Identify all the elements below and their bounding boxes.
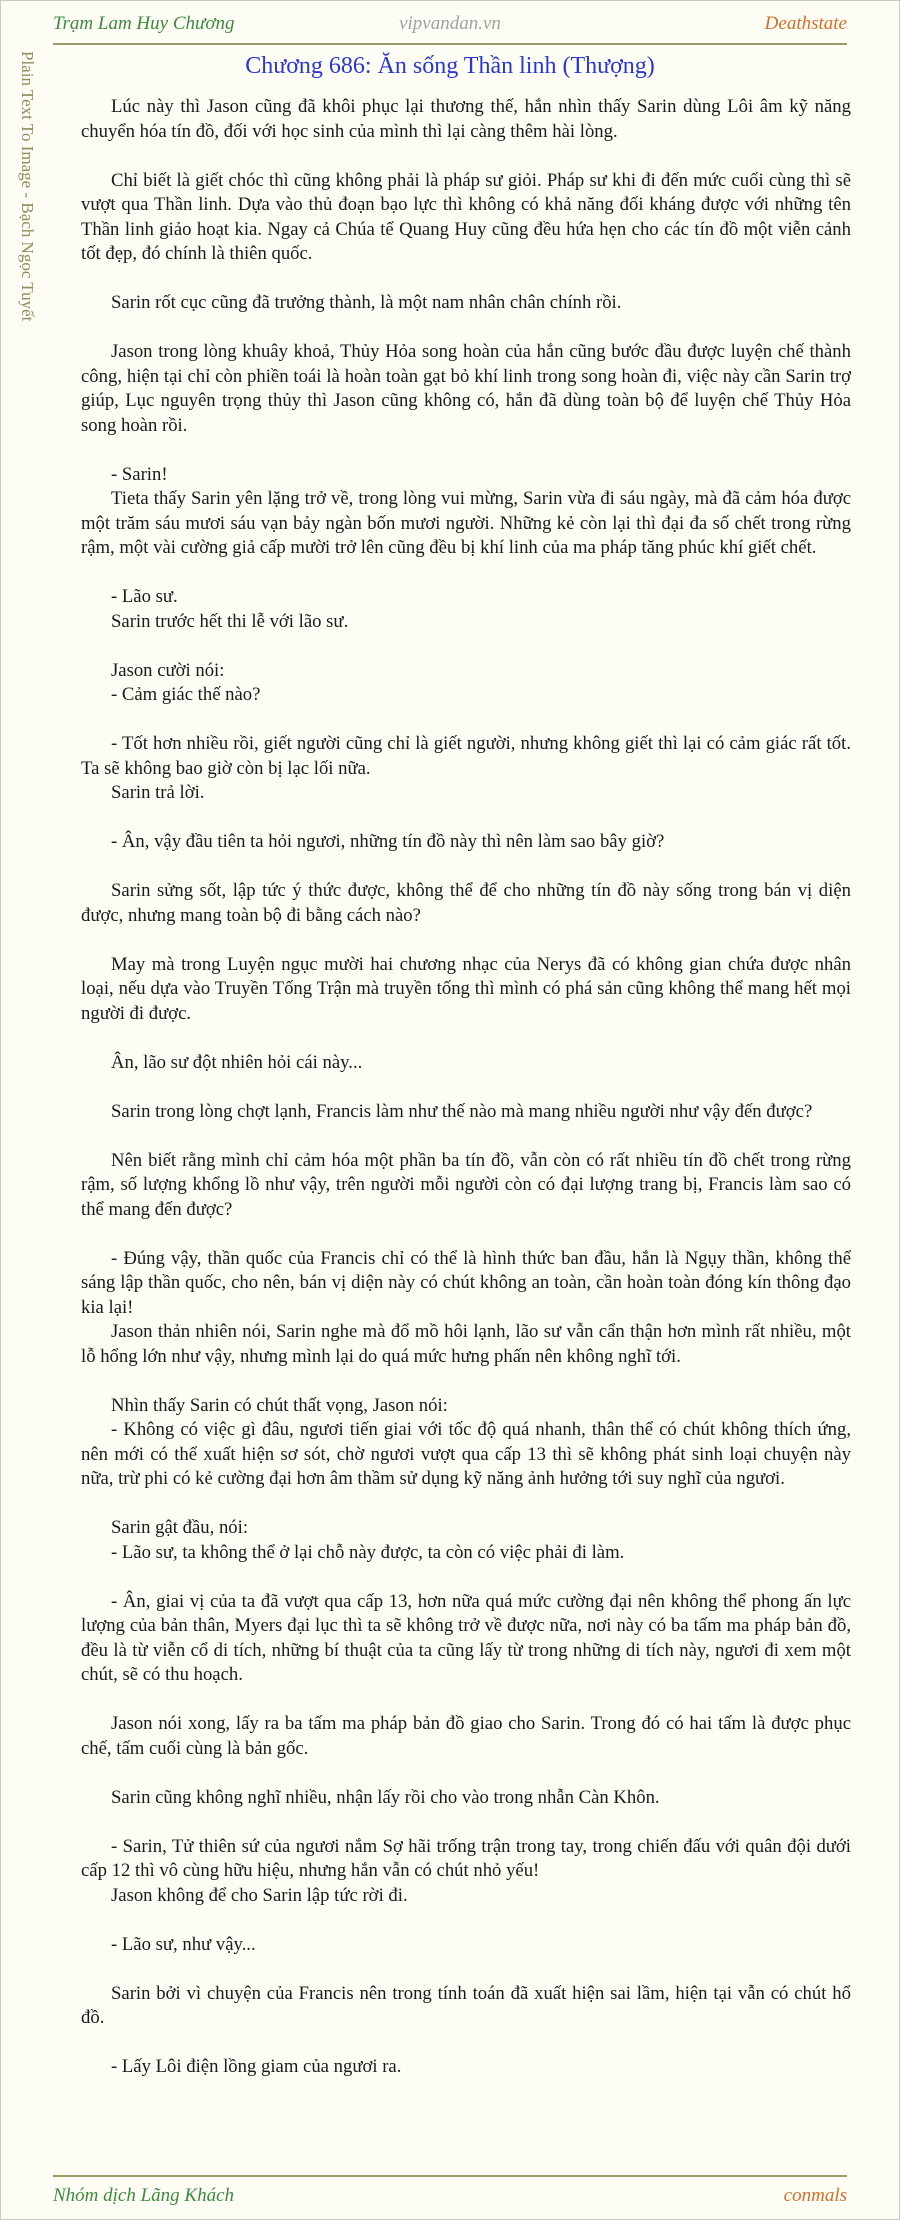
paragraph: Jason cười nói: bbox=[111, 659, 225, 681]
paragraph: Sarin gật đầu, nói: bbox=[111, 1517, 249, 1538]
paragraph: - Đúng vậy, thần quốc của Francis chỉ có thể là hình thức ban đầu, hắn là Ngụy thần, không thể sáng lập thần quốc, cho nên, bán vị diện này có chút không an toàn, cần hoàn toàn đóng kín thông đạo kia lại! bbox=[81, 1247, 851, 1318]
paragraph: - Sarin! bbox=[111, 463, 168, 485]
paragraph: - Sarin, Tử thiên sứ của ngươi nắm Sợ hãi trống trận trong tay, trong chiến đấu với quân đội dưới cấp 12 thì vô cùng hữu hiệu, nhưng hắn vẫn có chút nhỏ yếu! bbox=[81, 1835, 851, 1881]
chapter-body bbox=[81, 95, 851, 2080]
paragraph: - Tốt hơn nhiều rồi, giết người cũng chỉ là giết người, nhưng không giết thì lại có cảm giác rất tốt. Ta sẽ không bao giờ còn bị lạc lối nữa. bbox=[81, 733, 851, 779]
header-domain: vipvandan.vn bbox=[399, 13, 501, 34]
footer-editor: conmals bbox=[783, 2185, 847, 2206]
paragraph: Lúc này thì Jason cũng đã khôi phục lại thương thế, hắn nhìn thấy Sarin dùng Lôi âm kỹ năng chuyển hóa tín đồ, đối với học sinh của mình thì lại càng thêm hài lòng. bbox=[81, 96, 851, 142]
paragraph: Sarin bởi vì chuyện của Francis nên trong tính toán đã xuất hiện sai lầm, hiện tại vẫn có chút hổ đồ. bbox=[81, 1982, 851, 2028]
header-author: Deathstate bbox=[764, 13, 847, 34]
paragraph: Sarin trước hết thi lễ với lão sư. bbox=[111, 610, 349, 632]
chapter-title: Chương 686: Ăn sống Thần linh (Thượng) bbox=[245, 53, 655, 79]
side-watermark: Plain Text To Image - Bạch Ngọc Tuyết bbox=[18, 51, 37, 322]
page-header bbox=[53, 7, 847, 45]
paragraph: Tieta thấy Sarin yên lặng trở về, trong lòng vui mừng, Sarin vừa đi sáu ngày, mà đã cảm hóa được một trăm sáu mươi sáu vạn bảy ngàn bốn mươi người. Những kẻ còn lại thì đại đa số chết trong rừng rậm, một vài cường giả cấp mười trở lên cũng đều bị khí linh của ma pháp tăng phúc khí giết chết. bbox=[81, 488, 851, 558]
paragraph: - Lấy Lôi điện lồng giam của ngươi ra. bbox=[111, 2056, 402, 2077]
paragraph: Ân, lão sư đột nhiên hỏi cái này... bbox=[111, 1051, 363, 1073]
paragraph: - Không có việc gì đâu, ngươi tiến giai với tốc độ quá nhanh, thân thể có chút không thích ứng, nên mới có thể xuất hiện sơ sót, chờ ngươi vượt qua cấp 13 thì sẽ không phát sinh loại chuyện này nữa, trừ phi có kẻ cường đại hơn âm thầm sử dụng kỹ năng ảnh hưởng tới suy nghĩ của ngươi. bbox=[81, 1419, 851, 1489]
paragraph: Nên biết rằng mình chỉ cảm hóa một phần ba tín đồ, vẫn còn có rất nhiều tín đồ chết trong rừng rậm, số lượng khổng lồ như vậy, trên người mỗi người còn có đại lượng trang bị, Francis làm sao có thể mang đến được? bbox=[81, 1149, 851, 1220]
paragraph: Nhìn thấy Sarin có chút thất vọng, Jason nói: bbox=[111, 1394, 448, 1416]
paragraph: - Ân, vậy đầu tiên ta hỏi ngươi, những tín đồ này thì nên làm sao bây giờ? bbox=[111, 831, 665, 852]
paragraph: Jason thản nhiên nói, Sarin nghe mà đổ mồ hôi lạnh, lão sư vẫn cẩn thận hơn mình rất nhiều, một lỗ hổng lớn như vậy, nhưng mình lại do quá mức hưng phấn nên không nghĩ tới. bbox=[81, 1321, 851, 1367]
paragraph: - Lão sư. bbox=[111, 586, 178, 607]
paragraph: Jason trong lòng khuây khoả, Thủy Hỏa song hoàn của hắn cũng bước đầu được luyện chế thành công, hiện tại chỉ còn phiền toái là hoàn toàn gạt bỏ khí linh trong song hoàn đi, việc này cần Sarin trợ giúp, Lục nguyên trọng thủy thì Jason cũng không có, hắn đã dùng toàn bộ để luyện chế Thủy Hỏa song hoàn rồi. bbox=[81, 341, 851, 436]
footer-translator-group: Nhóm dịch Lãng Khách bbox=[53, 2185, 235, 2206]
paragraph: Chỉ biết là giết chóc thì cũng không phải là pháp sư giỏi. Pháp sư khi đi đến mức cuối cùng thì sẽ vượt qua Thần linh. Dựa vào thủ đoạn bạo lực thì không có khả năng đối kháng được với những tên Thần linh giảo hoạt kia. Ngay cả Chúa tể Quang Huy cũng đều hứa hẹn cho các tín đồ một viễn cảnh tốt đẹp, đó chính là thiên quốc. bbox=[81, 169, 851, 264]
paragraph: - Lão sư, như vậy... bbox=[111, 1933, 256, 1955]
paragraph: Sarin trong lòng chợt lạnh, Francis làm như thế nào mà mang nhiều người như vậy đến được? bbox=[111, 1100, 813, 1122]
paragraph: Sarin sửng sốt, lập tức ý thức được, không thể để cho những tín đồ này sống trong bán vị diện được, nhưng mang toàn bộ đi bằng cách nào? bbox=[81, 880, 851, 926]
paragraph: Sarin cũng không nghĩ nhiều, nhận lấy rồi cho vào trong nhẫn Càn Khôn. bbox=[111, 1786, 660, 1808]
header-site-name: Trạm Lam Huy Chương bbox=[53, 13, 235, 34]
page-footer bbox=[53, 2175, 847, 2213]
paragraph: Jason không để cho Sarin lập tức rời đi. bbox=[111, 1884, 408, 1906]
paragraph: May mà trong Luyện ngục mười hai chương nhạc của Nerys đã có không gian chứa được nhân loại, nếu dựa vào Truyền Tống Trận mà truyền tống thì mình có phá sản cũng không thể mang hết mọi người đi được. bbox=[81, 953, 851, 1024]
paragraph: Sarin trả lời. bbox=[111, 782, 205, 803]
paragraph: Sarin rốt cục cũng đã trưởng thành, là một nam nhân chân chính rồi. bbox=[111, 292, 622, 313]
paragraph: - Lão sư, ta không thể ở lại chỗ này được, ta còn có việc phải đi làm. bbox=[111, 1541, 625, 1563]
paragraph: - Cảm giác thế nào? bbox=[111, 684, 261, 705]
paragraph: Jason nói xong, lấy ra ba tấm ma pháp bản đồ giao cho Sarin. Trong đó có hai tấm là được phục chế, tấm cuối cùng là bản gốc. bbox=[81, 1713, 851, 1759]
paragraph: - Ân, giai vị của ta đã vượt qua cấp 13, hơn nữa quá mức cường đại nên không thể phong ấn lực lượng của bản thân, Myers đại lục thì ta sẽ không trở về được nữa, nơi này có ba tấm ma pháp bản đồ, đều là từ viễn cổ di tích, những bí thuật của ta cũng lấy từ trong những di tích này, ngươi đi xem một chút, sẽ có thu hoạch. bbox=[81, 1590, 851, 1685]
